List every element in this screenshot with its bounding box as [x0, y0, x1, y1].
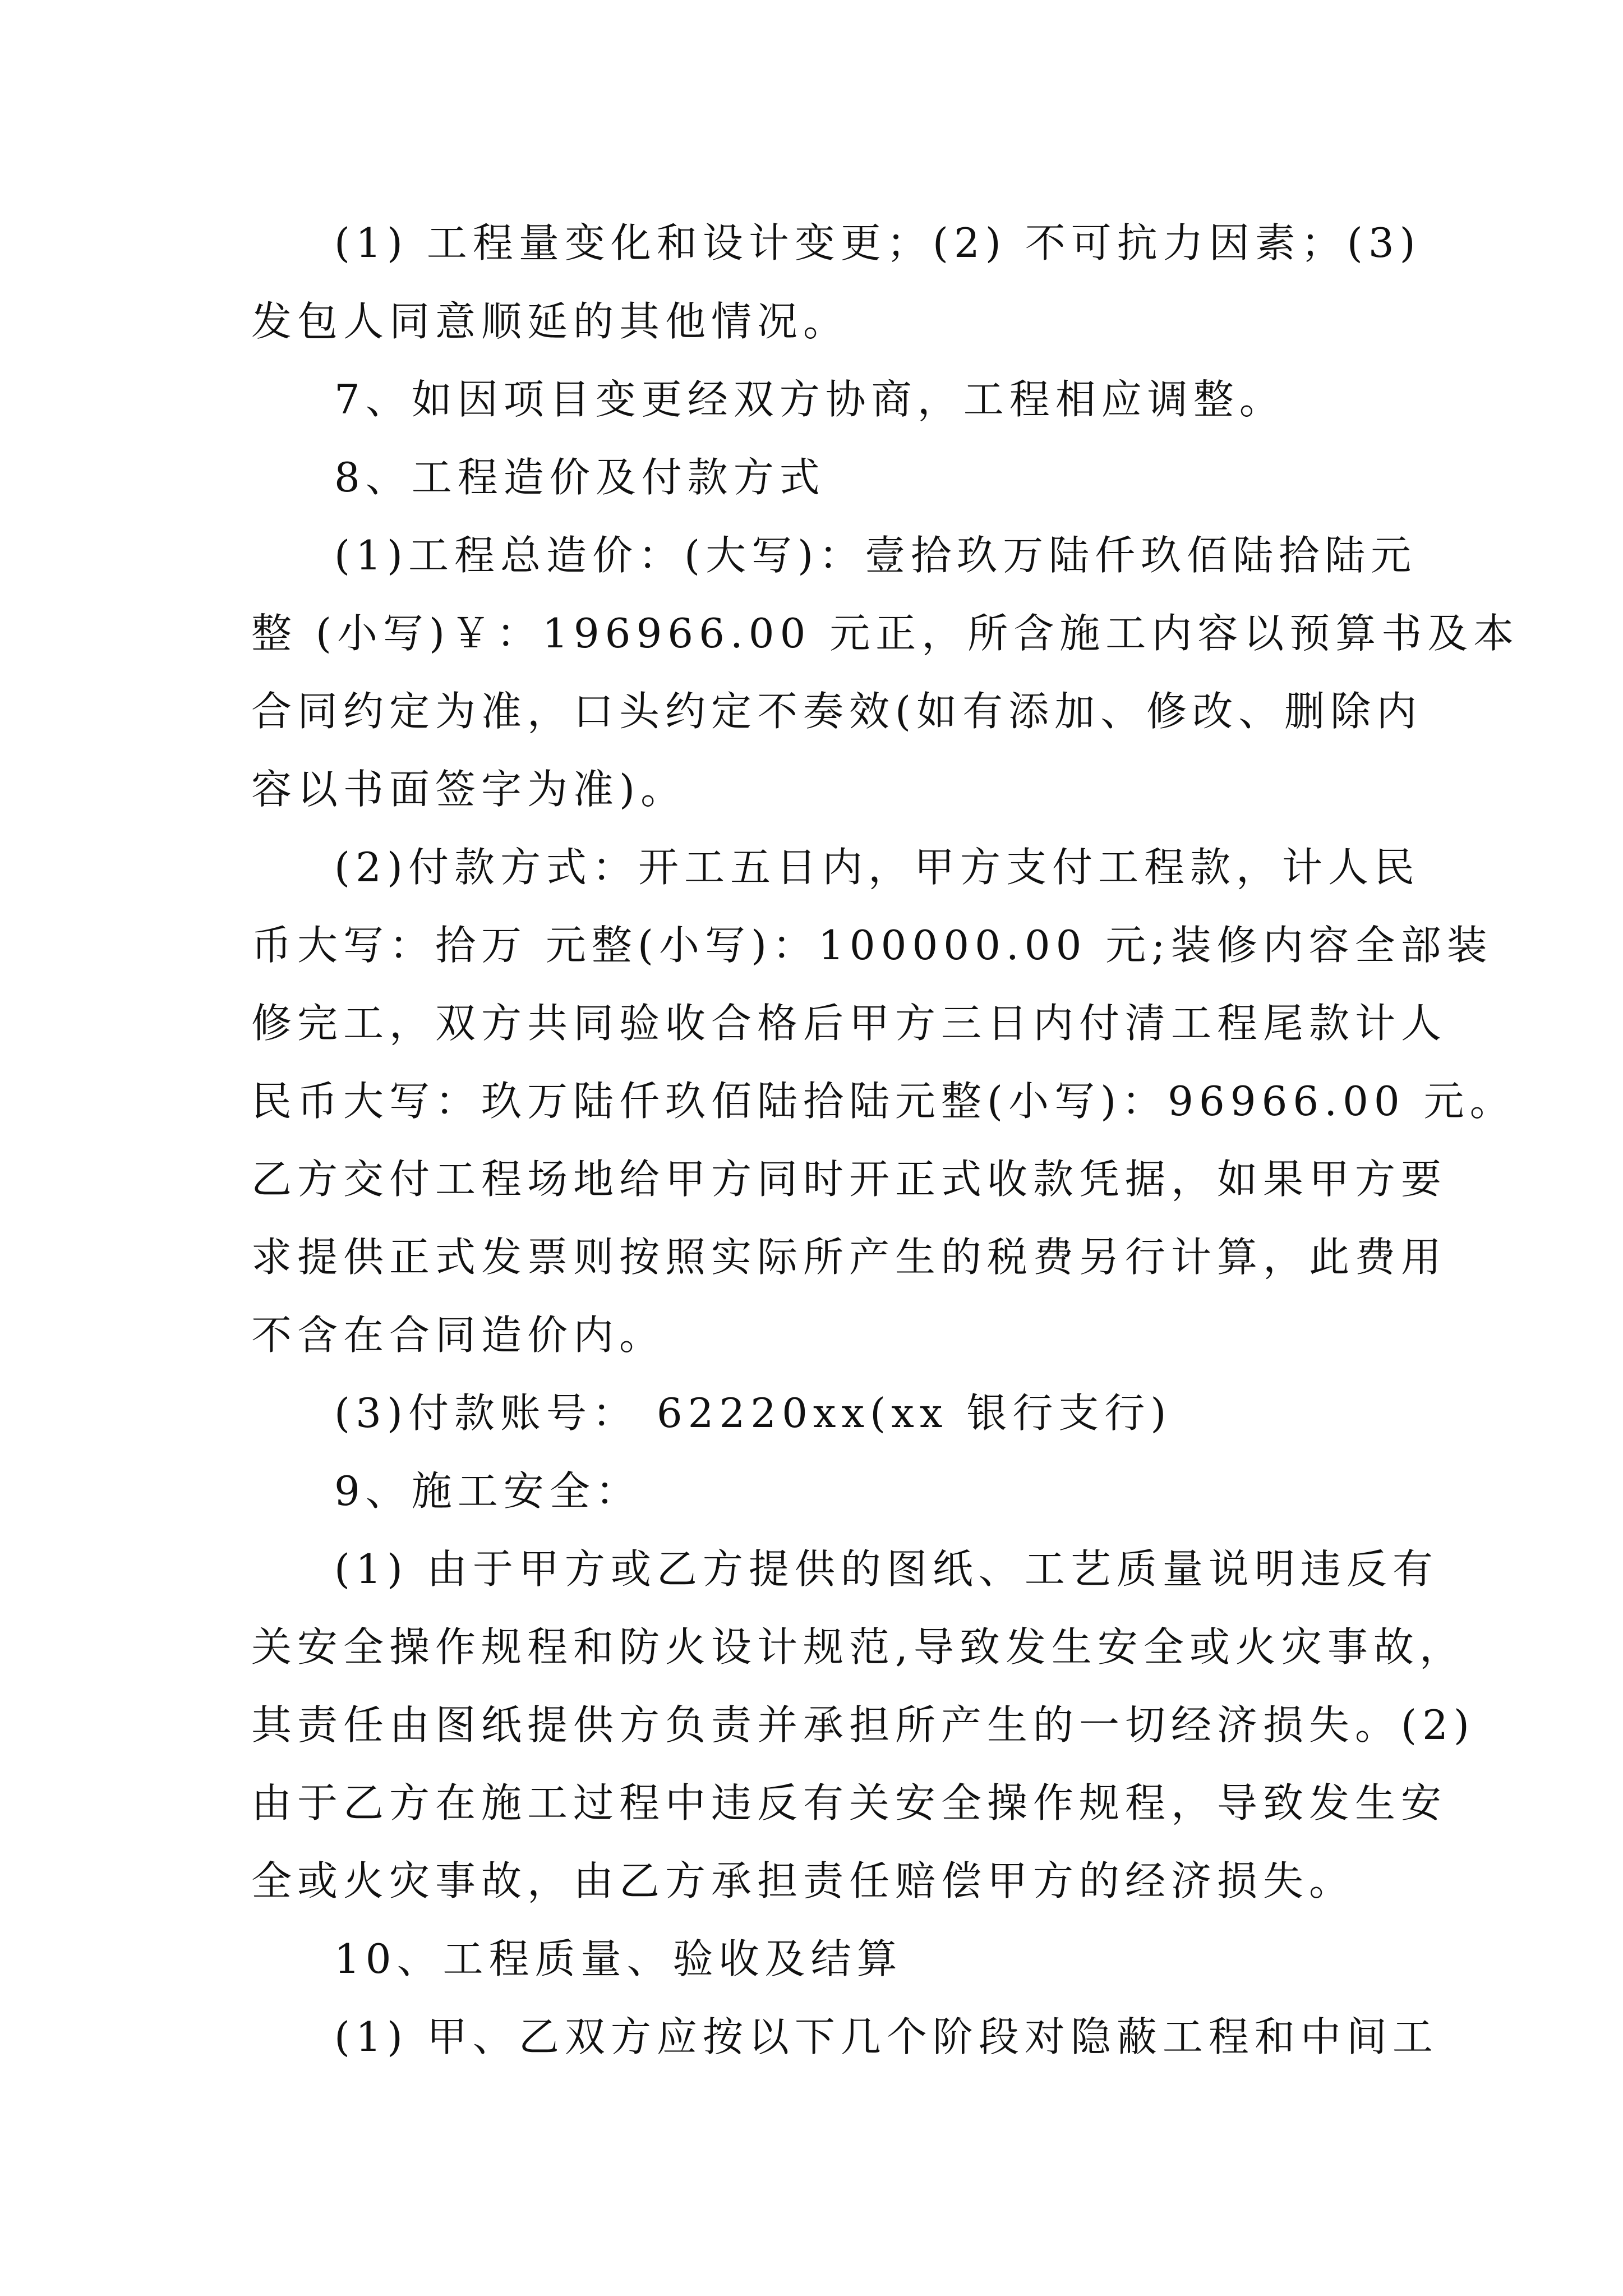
text-line: (3)付款账号： 62220xx(xx 银行支行) — [334, 1389, 1172, 1437]
text-line: 民币大写：玖万陆仟玖佰陆拾陆元整(小写)：96966.00 元。 — [251, 1078, 1516, 1125]
text-line: (1) 由于甲方或乙方提供的图纸、工艺质量说明违反有 — [334, 1545, 1438, 1593]
text-line: 不含在合同造价内。 — [251, 1312, 666, 1359]
text-line: (2)付款方式：开工五日内，甲方支付工程款，计人民 — [334, 844, 1420, 891]
text-line: 10、工程质量、验收及结算 — [334, 1935, 903, 1982]
text-line: (1) 工程量变化和设计变更；(2) 不可抗力因素；(3) — [334, 219, 1421, 266]
text-line: 8、工程造价及付款方式 — [334, 454, 826, 501]
text-line: 关安全操作规程和防火设计规范,导致发生安全或火灾事故， — [251, 1623, 1465, 1671]
text-line: 7、如因项目变更经双方协商，工程相应调整。 — [334, 376, 1285, 423]
text-line: 整 (小写)￥：196966.00 元正，所含施工内容以预算书及本 — [251, 610, 1520, 657]
text-line: 币大写：拾万 元整(小写)：100000.00 元;装修内容全部装 — [251, 922, 1493, 969]
text-line: 修完工，双方共同验收合格后甲方三日内付清工程尾款计人 — [251, 1000, 1447, 1047]
text-line: 容以书面签字为准)。 — [251, 766, 687, 813]
text-line: (1) 甲、乙双方应按以下几个阶段对隐蔽工程和中间工 — [334, 2013, 1438, 2060]
text-line: 合同约定为准，口头约定不奏效(如有添加、修改、删除内 — [251, 688, 1423, 735]
text-line: 全或火灾事故，由乙方承担责任赔偿甲方的经济损失。 — [251, 1857, 1355, 1904]
text-line: 由于乙方在施工过程中违反有关安全操作规程，导致发生安 — [251, 1779, 1447, 1826]
text-line: 9、施工安全： — [334, 1467, 642, 1515]
text-line: 其责任由图纸提供方负责并承担所产生的一切经济损失。(2) — [251, 1701, 1475, 1749]
text-line: 求提供正式发票则按照实际所产生的税费另行计算，此费用 — [251, 1234, 1447, 1281]
text-line: 发包人同意顺延的其他情况。 — [251, 298, 850, 345]
text-line: (1)工程总造价：(大写)：壹拾玖万陆仟玖佰陆拾陆元 — [334, 532, 1417, 579]
text-line: 乙方交付工程场地给甲方同时开正式收款凭据，如果甲方要 — [251, 1156, 1447, 1203]
